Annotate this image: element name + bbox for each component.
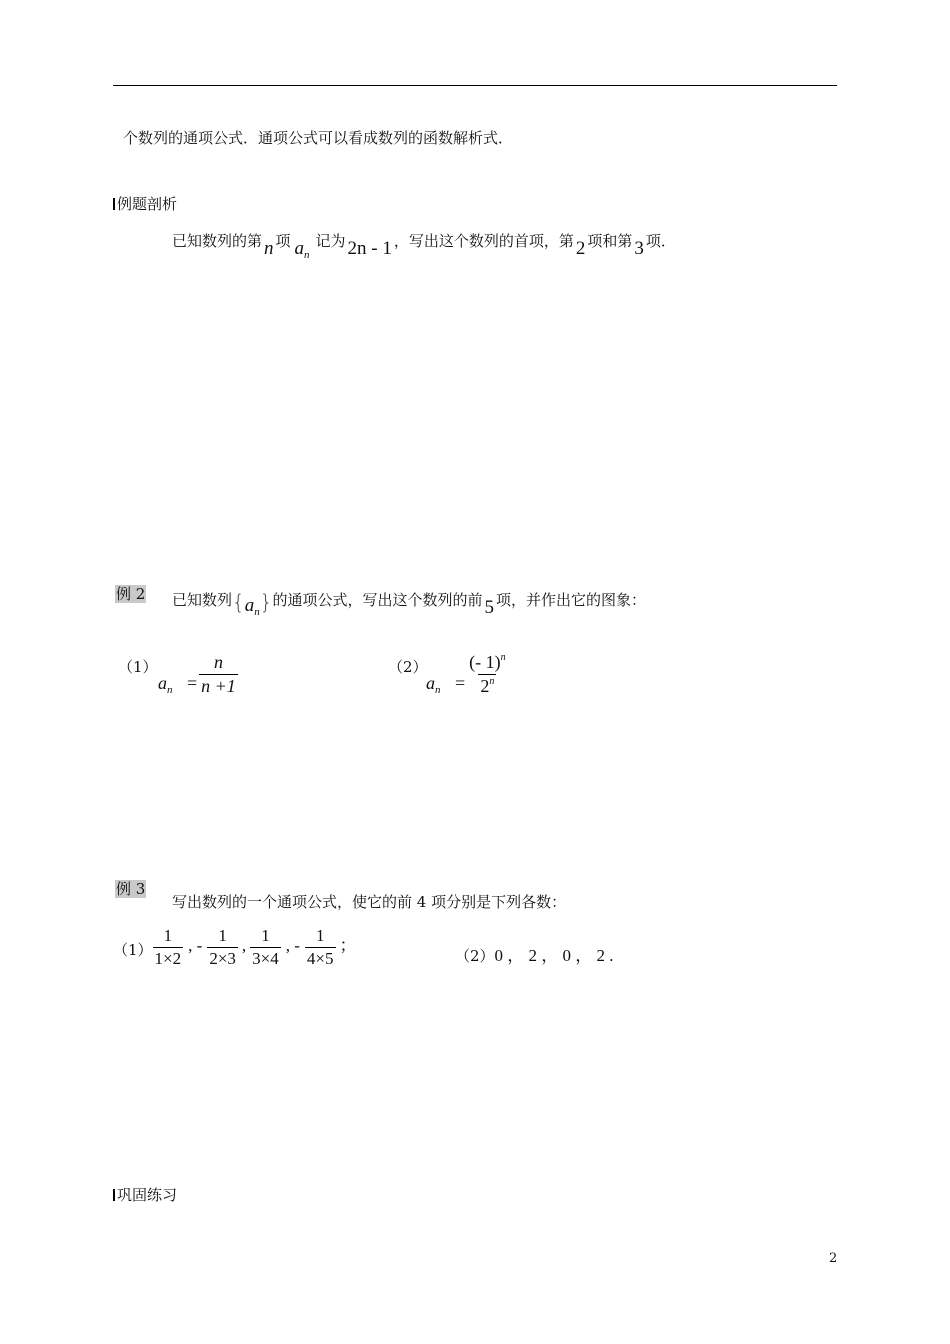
ex2-text-2: 的通项公式，写出这个数列的前 <box>272 591 483 609</box>
ex1-var-a: a <box>294 238 305 259</box>
p1-fraction <box>199 652 238 697</box>
ex1-text-3: 记为 <box>315 232 346 250</box>
ex3-f2-num: 1 <box>218 926 227 945</box>
ex2-text-1: 已知数列 <box>172 591 233 609</box>
intro-line: 个数列的通项公式．通项公式可以看成数列的函数解析式． <box>123 129 514 147</box>
ex3-fraction-4 <box>305 926 336 969</box>
header-rule <box>113 85 837 86</box>
ex2-sub-n: n <box>254 606 260 618</box>
ex1-text-1: 已知数列的第 <box>172 232 263 250</box>
p2-denominator-exp: n <box>489 676 495 687</box>
section-heading-examples <box>113 195 177 213</box>
ex3-part-2-label: （2） <box>455 947 495 965</box>
ex3-end: ； <box>339 936 357 956</box>
ex3-part-2 <box>455 941 614 966</box>
ex3-f3-num: 1 <box>261 926 270 945</box>
ex3-fraction-3 <box>250 926 281 969</box>
p1-equals: = <box>187 672 198 693</box>
p1-numerator: n <box>213 652 223 672</box>
example-3-label <box>115 880 146 898</box>
p2-equals: = <box>455 672 466 693</box>
ex3-fraction-1 <box>153 926 184 969</box>
ex1-num-3: 3 <box>634 238 644 259</box>
p2-sub-n: n <box>435 683 441 696</box>
ex2-part-2-formula <box>426 652 508 697</box>
ex3-part-1 <box>113 926 357 969</box>
ex3-sep-1: , - <box>188 936 203 956</box>
p2-numerator-exp: n <box>500 652 506 663</box>
ex2-var-a: a <box>244 595 255 616</box>
ex3-f4-num: 1 <box>315 926 325 945</box>
ex3-f4-den: 4×5 <box>306 949 334 968</box>
example-2-label <box>115 585 146 603</box>
ex1-var-n: n <box>264 238 274 259</box>
ex1-text-6: 项． <box>645 232 676 250</box>
ex3-part-2-sequence: 0 ， 2 ， 0 ， 2 . <box>494 946 614 965</box>
ex2-part-1-formula <box>158 652 238 697</box>
p2-denominator: 2 <box>480 676 490 696</box>
ex2-text-3: 项，并作出它的图象： <box>496 591 647 609</box>
p2-fraction <box>467 652 507 697</box>
left-brace-icon: { <box>232 590 245 614</box>
ex3-f1-num: 1 <box>163 926 173 945</box>
ex1-expr: 2n - 1 <box>347 238 392 259</box>
ex3-fraction-2 <box>207 926 238 969</box>
ex2-num-5: 5 <box>484 597 494 618</box>
ex1-text-2: 项 <box>275 232 291 250</box>
page-number: 2 <box>829 1251 838 1266</box>
ex3-f1-den: 1×2 <box>154 949 182 968</box>
ex2-label: 例 2 <box>116 585 146 603</box>
section-marker-2 <box>113 1189 115 1201</box>
ex3-f3-den: 3×4 <box>252 949 279 968</box>
ex1-num-2: 2 <box>575 238 586 259</box>
ex3-part-1-label: （1） <box>113 941 153 960</box>
section-title: 例题剖析 <box>117 195 178 213</box>
ex2-part-2-label: （2） <box>388 658 428 676</box>
example-3-text: 写出数列的一个通项公式，使它的前 4 项分别是下列各数： <box>172 893 567 911</box>
ex1-text-4: ，写出这个数列的首项，第 <box>393 232 574 250</box>
p1-sub-n: n <box>167 683 173 696</box>
section-heading-practice <box>113 1186 177 1204</box>
example-1 <box>172 232 676 261</box>
section-marker <box>113 198 115 210</box>
p2-numerator: (- 1) <box>469 652 501 672</box>
ex1-text-5: 项和第 <box>587 232 633 250</box>
p1-a: a <box>158 672 167 693</box>
ex3-label: 例 3 <box>116 880 146 898</box>
ex3-sep-2: , <box>241 936 247 956</box>
section-title-practice: 巩固练习 <box>117 1186 178 1204</box>
right-brace-icon: } <box>259 590 273 614</box>
ex2-part-1-label: （1） <box>118 658 158 676</box>
p2-a: a <box>426 672 435 693</box>
ex1-sub-n: n <box>304 249 310 261</box>
ex3-sep-3: , - <box>285 936 300 956</box>
example-2 <box>172 589 647 618</box>
p1-denominator: n +1 <box>201 676 236 696</box>
ex3-f2-den: 2×3 <box>209 949 236 968</box>
